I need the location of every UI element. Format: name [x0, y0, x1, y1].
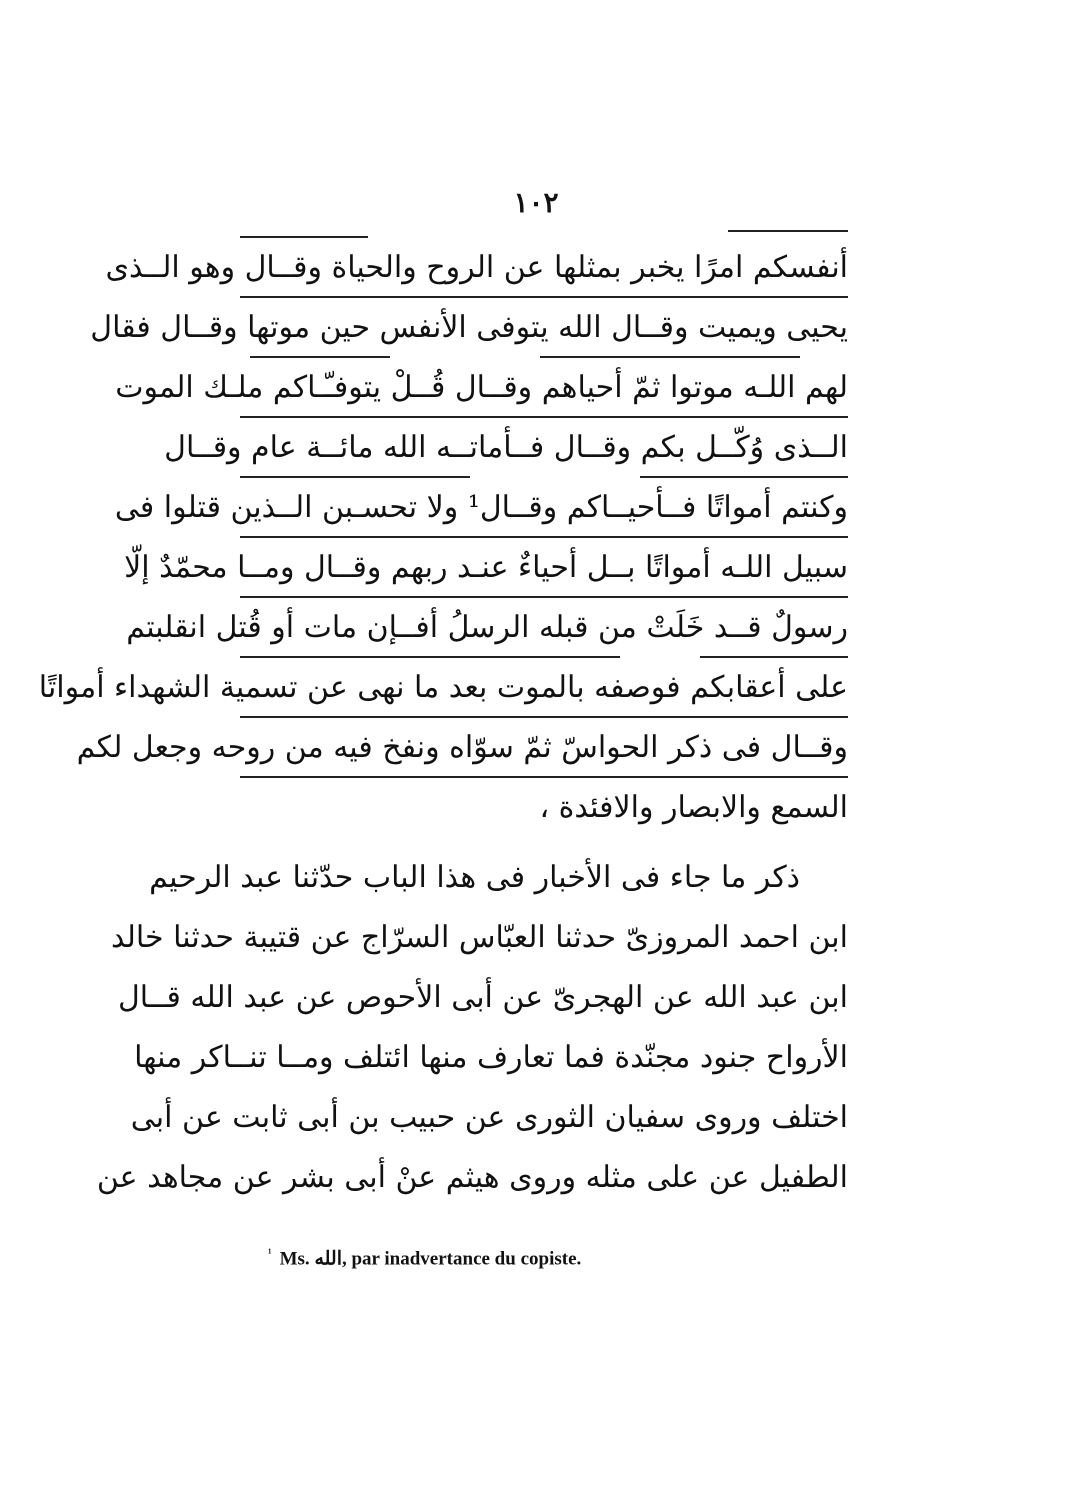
quran-line: وقــال فى ذكر الحواسّ ثمّ سوّاه ونفخ فيه من روحه وجعل لكم	[76, 730, 848, 765]
footnote	[268, 1246, 581, 1270]
quran-line: وكنتم أمواتًا فــأحيــاكم وقــال¹ ولا تحسـبن الــذين قتلوا فى	[114, 490, 848, 525]
footnote-arabic-word: الله	[314, 1247, 342, 1270]
quran-line: سبيل اللـه أمواتًا بــل أحياءٌ عنـد ربهم وقــال ومــا محمّدٌ إلّا	[124, 550, 848, 585]
footnote-marker: ¹	[268, 1246, 272, 1260]
footnote-suffix: , par inadvertance du copiste.	[341, 1248, 582, 1270]
quran-line: الــذى وُكّــل بكم وقــال فــأماتــه الله مائــة عام وقــال	[164, 430, 848, 465]
footnote-prefix: Ms.	[279, 1248, 310, 1270]
hadith-line: الأرواح جنود مجنّدة فما تعارف منها ائتلف ومــا تنــاكر منها	[134, 1040, 848, 1075]
quran-line: لهم اللـه موتوا ثمّ أحياهم وقــال قُــلْ يتوفـّـاكم ملـك الموت	[115, 370, 848, 405]
quran-line: أنفسكم امرًا يخبر بمثلها عن الروح والحياة وقــال وهو الــذى	[105, 250, 848, 285]
hadith-line: الطفيل عن على مثله وروى هيثم عنْ أبى بشر عن مجاهد عن	[96, 1160, 848, 1195]
hadith-passage	[38, 0, 848, 1240]
quran-line: يحيى ويميت وقــال الله يتوفى الأنفس حين موتها وقــال فقال	[90, 310, 848, 345]
page-number: ١٠٢	[513, 186, 559, 219]
hadith-line: ابن عبد الله عن الهجرىّ عن أبى الأحوص عن عبد الله قــال	[117, 980, 848, 1015]
hadith-line: اختلف وروى سفيان الثورى عن حبيب بن أبى ثابت عن أبى	[130, 1100, 848, 1135]
quran-line: على أعقابكم فوصفه بالموت بعد ما نهى عن تسمية الشهداء أمواتًا	[38, 670, 848, 705]
hadith-line: ذكر ما جاء فى الأخبار فى هذا الباب حدّثنا عبد الرحيم	[149, 860, 800, 895]
quran-line: رسولٌ قــد خَلَتْ من قبله الرسلُ أفــإن مات أو قُتل انقلبتم	[126, 610, 848, 645]
quran-line: السمع والابصار والافئدة ،	[539, 790, 848, 825]
hadith-line: ابن احمد المروزىّ حدثنا العبّاس السرّاج عن قتيبة حدثنا خالد	[111, 920, 848, 955]
